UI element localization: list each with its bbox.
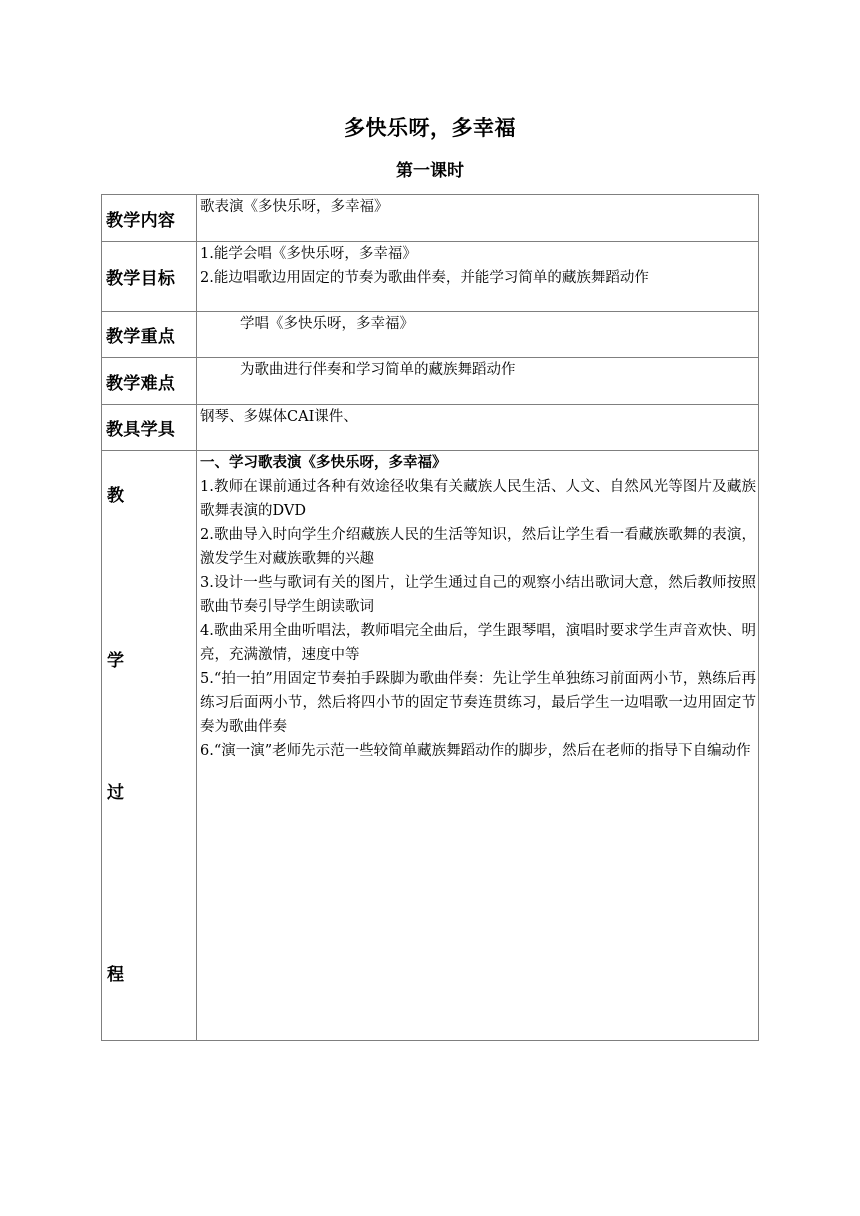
process-label-char-1: 教: [107, 486, 124, 506]
process-label-char-4: 程: [107, 965, 124, 985]
goal-line-1: 1.能学会唱《多快乐呀，多幸福》: [200, 246, 417, 262]
row-teaching-content: [102, 195, 759, 242]
lesson-subtitle: 第一课时: [396, 161, 464, 181]
value-difficulties: [197, 358, 759, 405]
key-points-text: 学唱《多快乐呀，多幸福》: [240, 316, 414, 332]
process-item-2: 2.歌曲导入时向学生介绍藏族人民的生活等知识，然后让学生看一看藏族歌舞的表演，激发学生对藏族歌舞的兴趣: [200, 527, 756, 567]
label-teaching-content: 教学内容: [102, 195, 197, 242]
lesson-plan-table: [101, 194, 759, 1041]
label-difficulties: 教学难点: [102, 358, 197, 405]
process-item-5: 5.“拍一拍”用固定节奏拍手跺脚为歌曲伴奏：先让学生单独练习前面两小节，熟练后再练习后面两小节，然后将四小节的固定节奏连贯练习，最后学生一边唱歌一边用固定节奏为歌曲伴奏: [200, 671, 756, 735]
process-label-char-2: 学: [107, 651, 124, 671]
value-teaching-process: [197, 451, 759, 1041]
row-key-points: [102, 312, 759, 358]
row-difficulties: [102, 358, 759, 405]
value-teaching-tools: 钢琴、多媒体CAI课件、: [197, 405, 759, 451]
value-teaching-content: 歌表演《多快乐呀，多幸福》: [197, 195, 759, 242]
value-teaching-goals: [197, 242, 759, 312]
label-teaching-process: [102, 451, 197, 1041]
process-heading: 一、学习歌表演《多快乐呀，多幸福》: [200, 455, 447, 471]
process-item-1: 1.教师在课前通过各种有效途径收集有关藏族人民生活、人文、自然风光等图片及藏族歌舞表演的DVD: [200, 479, 756, 519]
row-teaching-tools: [102, 405, 759, 451]
label-teaching-goals: 教学目标: [102, 242, 197, 312]
process-item-4: 4.歌曲采用全曲听唱法，教师唱完全曲后，学生跟琴唱，演唱时要求学生声音欢快、明亮，充满激情，速度中等: [200, 623, 756, 663]
process-item-3: 3.设计一些与歌词有关的图片，让学生通过自己的观察小结出歌词大意，然后教师按照歌曲节奏引导学生朗读歌词: [200, 575, 756, 615]
value-key-points: [197, 312, 759, 358]
row-teaching-goals: [102, 242, 759, 312]
goal-line-2: 2.能边唱歌边用固定的节奏为歌曲伴奏，并能学习简单的藏族舞蹈动作: [200, 270, 649, 286]
label-teaching-tools: 教具学具: [102, 405, 197, 451]
document-title: 多快乐呀，多幸福: [344, 116, 516, 140]
difficulties-text: 为歌曲进行伴奏和学习简单的藏族舞蹈动作: [240, 362, 516, 378]
process-item-6: 6.“演一演”老师先示范一些较简单藏族舞蹈动作的脚步，然后在老师的指导下自编动作: [200, 743, 751, 759]
process-label-char-3: 过: [107, 783, 124, 803]
label-key-points: 教学重点: [102, 312, 197, 358]
row-teaching-process: [102, 451, 759, 1041]
